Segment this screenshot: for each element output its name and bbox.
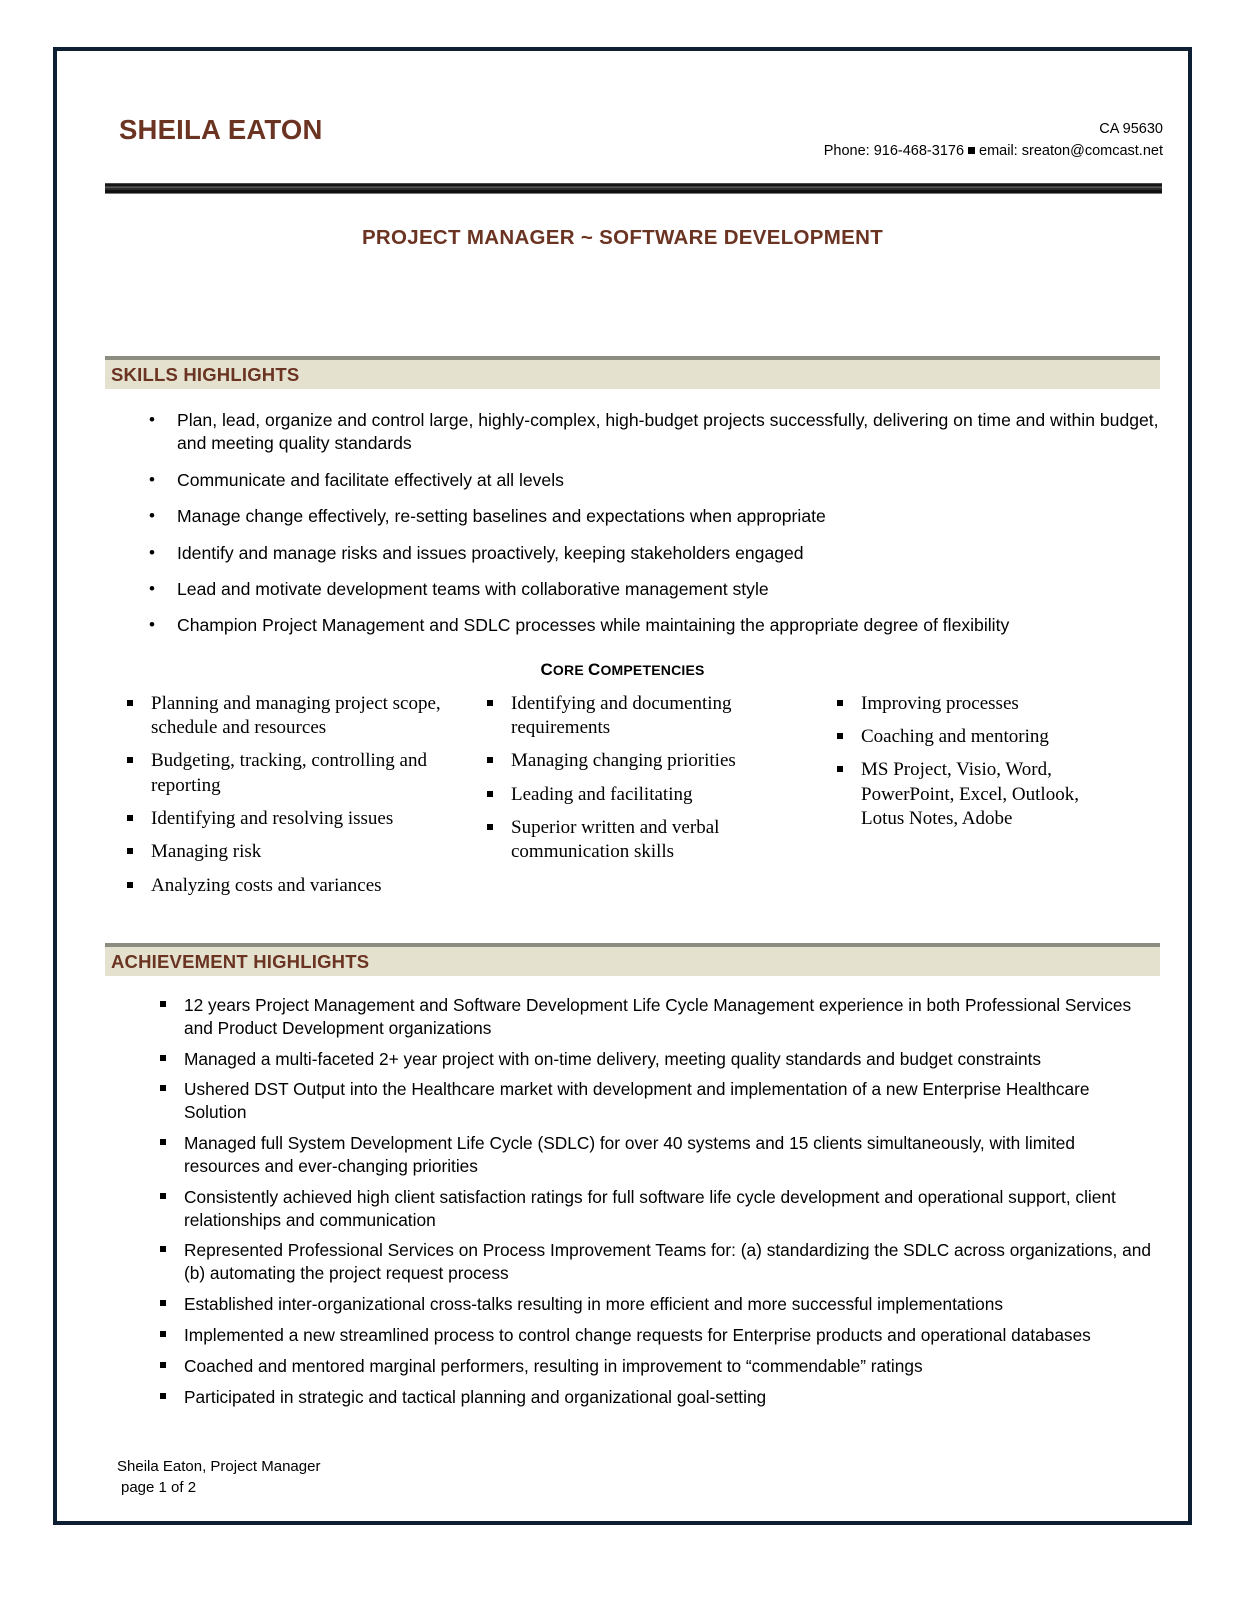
location-text: CA 95630 xyxy=(1099,121,1163,137)
square-bullet-icon xyxy=(160,1393,166,1399)
list-item-text: Analyzing costs and variances xyxy=(151,874,382,896)
competency-list-1 xyxy=(117,692,477,898)
list-item xyxy=(152,1324,1154,1347)
list-item xyxy=(145,469,1160,492)
footer-line-name: Sheila Eaton, Project Manager xyxy=(117,1457,321,1475)
list-item-text: Manage change effectively, re-setting baselines and expectations when appropriate xyxy=(177,506,826,527)
list-item-text: Lead and motivate development teams with collaborative management style xyxy=(177,578,769,599)
list-item xyxy=(152,1239,1154,1285)
section-header-achievements xyxy=(105,943,1160,976)
cc-title-competencies: OMPETENCIES xyxy=(600,661,705,678)
list-item xyxy=(117,840,477,864)
list-item-text: Planning and managing project scope, schedule and resources xyxy=(151,692,441,739)
round-bullet-icon: • xyxy=(149,542,155,562)
list-item-text: 12 years Project Management and Software Development Life Cycle Management experience in both Professional Services and Product Development organizations xyxy=(184,994,1132,1038)
core-competencies-column-3 xyxy=(827,692,1117,907)
round-bullet-icon: • xyxy=(149,469,155,489)
list-item xyxy=(152,1078,1154,1124)
section-title-skills: SKILLS HIGHLIGHTS xyxy=(111,364,300,385)
square-bullet-icon xyxy=(487,700,493,706)
section-header-skills xyxy=(105,356,1160,389)
list-item xyxy=(152,1132,1154,1178)
square-bullet-icon xyxy=(487,824,493,830)
list-item-text: MS Project, Visio, Word, PowerPoint, Excel, Outlook, Lotus Notes, Adobe xyxy=(861,759,1079,829)
list-item xyxy=(152,1186,1154,1232)
list-item-text: Budgeting, tracking, controlling and reporting xyxy=(151,750,427,796)
list-item-text: Coaching and mentoring xyxy=(861,726,1049,748)
list-item-text: Identify and manage risks and issues proactively, keeping stakeholders engaged xyxy=(177,542,804,563)
list-item xyxy=(827,692,1117,716)
square-bullet-icon xyxy=(127,882,133,888)
round-bullet-icon: • xyxy=(149,578,155,598)
candidate-name: SHEILA EATON xyxy=(119,114,323,145)
list-item xyxy=(145,614,1160,637)
list-item xyxy=(152,1048,1154,1071)
contact-line xyxy=(824,140,1163,162)
list-item xyxy=(477,749,827,773)
competency-list-2 xyxy=(477,692,827,865)
list-item-text: Identifying and documenting requirements xyxy=(511,692,732,739)
skills-list xyxy=(145,409,1160,638)
square-bullet-icon xyxy=(160,1193,166,1199)
list-item-text: Participated in strategic and tactical planning and organizational goal-setting xyxy=(184,1386,767,1407)
list-item xyxy=(117,692,477,741)
list-item xyxy=(152,994,1154,1040)
list-item xyxy=(477,783,827,807)
square-bullet-icon xyxy=(127,757,133,763)
achievements-list-wrapper xyxy=(57,976,1188,1408)
phone-text: Phone: 916-468-3176 xyxy=(823,143,965,160)
round-bullet-icon: • xyxy=(149,615,155,635)
square-bullet-icon xyxy=(160,1300,166,1306)
cc-title-c2: C xyxy=(587,659,601,679)
list-item xyxy=(117,807,477,831)
list-item xyxy=(145,505,1160,528)
header-divider-rule xyxy=(105,182,1162,195)
core-competencies-title xyxy=(57,660,1188,680)
square-bullet-icon xyxy=(160,1001,166,1007)
square-bullet-icon xyxy=(837,733,843,739)
square-bullet-icon xyxy=(487,791,493,797)
list-item-text: Managing changing priorities xyxy=(511,750,736,772)
list-item-text: Managing risk xyxy=(151,841,262,863)
list-item xyxy=(152,1386,1154,1409)
list-item xyxy=(152,1355,1154,1378)
list-item xyxy=(145,578,1160,601)
square-bullet-icon xyxy=(160,1331,166,1337)
contact-block xyxy=(824,118,1163,163)
list-item xyxy=(145,409,1160,456)
list-item xyxy=(117,749,477,798)
skills-list-wrapper xyxy=(57,389,1188,638)
list-item xyxy=(117,874,477,898)
round-bullet-icon: • xyxy=(149,410,155,429)
list-item-text: Communicate and facilitate effectively at all levels xyxy=(177,469,564,490)
square-bullet-icon xyxy=(127,815,133,821)
list-item-text: Managed full System Development Life Cycle (SDLC) for over 40 systems and 15 clients simultaneously, with limited resources and ever-changing priorities xyxy=(184,1133,1075,1176)
competency-list-3 xyxy=(827,692,1117,832)
list-item-text: Ushered DST Output into the Healthcare market with development and implementation of a new Enterprise Healthcare Solution xyxy=(184,1079,1090,1123)
achievements-list xyxy=(152,994,1154,1408)
resume-page-frame xyxy=(53,47,1192,1525)
square-bullet-icon xyxy=(160,1246,166,1252)
job-title-headline: PROJECT MANAGER ~ SOFTWARE DEVELOPMENT xyxy=(361,226,884,249)
list-item xyxy=(152,1293,1154,1316)
email-text: email: sreaton@comcast.net xyxy=(979,143,1163,160)
list-item xyxy=(827,758,1117,831)
list-item xyxy=(477,692,827,741)
core-competencies-column-2 xyxy=(477,692,827,907)
resume-header xyxy=(57,51,1188,160)
square-bullet-icon xyxy=(127,700,133,706)
list-item-text: Established inter-organizational cross-talks resulting in more efficient and more successful implementations xyxy=(184,1294,1004,1315)
square-bullet-icon xyxy=(968,147,975,154)
round-bullet-icon: • xyxy=(149,506,155,526)
square-bullet-icon xyxy=(487,757,493,763)
list-item-text: Superior written and verbal communication skills xyxy=(511,816,720,863)
list-item-text: Managed a multi-faceted 2+ year project with on-time delivery, meeting quality standards and budget constraints xyxy=(184,1048,1042,1069)
square-bullet-icon xyxy=(837,766,843,772)
list-item-text: Consistently achieved high client satisfaction ratings for full software life cycle development and operational support, client relationships and communication xyxy=(184,1186,1116,1230)
square-bullet-icon xyxy=(160,1085,166,1091)
square-bullet-icon xyxy=(160,1055,166,1061)
resume-page-content xyxy=(57,51,1188,1521)
core-competencies-columns xyxy=(57,692,1188,907)
square-bullet-icon xyxy=(837,700,843,706)
footer-line-page: page 1 of 2 xyxy=(121,1479,197,1497)
list-item-text: Implemented a new streamlined process to control change requests for Enterprise products and operational databases xyxy=(184,1324,1091,1345)
list-item-text: Champion Project Management and SDLC processes while maintaining the appropriate degree of flexibility xyxy=(177,615,1010,636)
list-item-text: Plan, lead, organize and control large, highly-complex, high-budget projects successfully, delivering on time and within budget, and meeting quality standards xyxy=(177,410,1159,454)
cc-title-c1: C xyxy=(540,659,553,679)
list-item xyxy=(827,725,1117,749)
list-item-text: Identifying and resolving issues xyxy=(151,807,394,829)
page-footer xyxy=(117,1456,320,1500)
list-item xyxy=(145,542,1160,565)
section-title-achievements: ACHIEVEMENT HIGHLIGHTS xyxy=(111,950,370,972)
list-item-text: Improving processes xyxy=(861,692,1019,714)
list-item-text: Represented Professional Services on Process Improvement Teams for: (a) standardizing the SDLC across organizations, and (b) automating the project request process xyxy=(184,1240,1151,1284)
list-item xyxy=(477,816,827,865)
list-item-text: Coached and mentored marginal performers, resulting in improvement to “commendable” ratings xyxy=(184,1355,923,1376)
core-competencies-column-1 xyxy=(117,692,477,907)
square-bullet-icon xyxy=(160,1139,166,1145)
square-bullet-icon xyxy=(127,848,133,854)
square-bullet-icon xyxy=(160,1362,166,1368)
cc-title-core: ORE xyxy=(552,661,588,678)
list-item-text: Leading and facilitating xyxy=(511,783,693,805)
